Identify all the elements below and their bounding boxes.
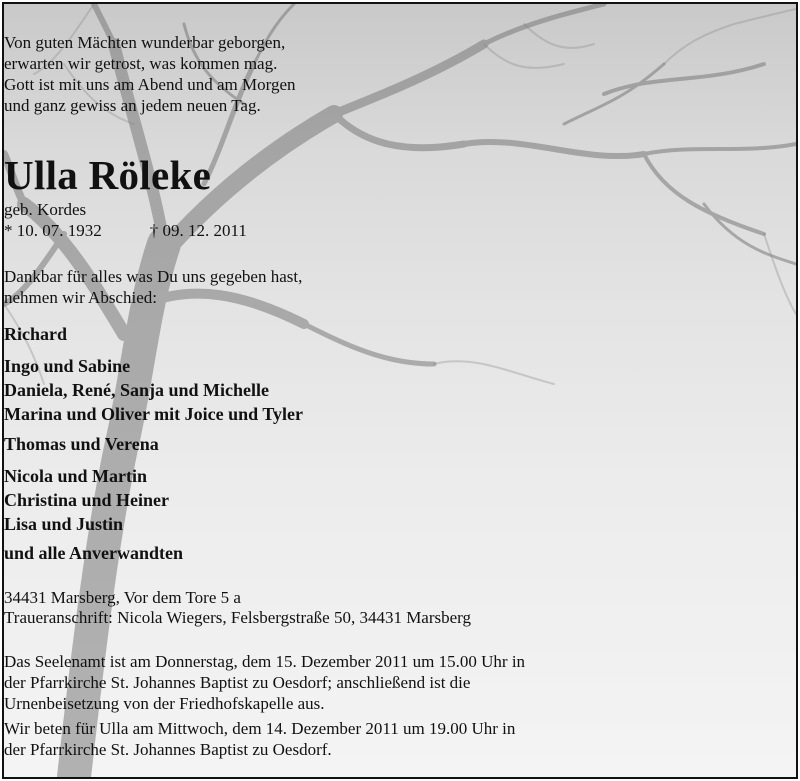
maiden-name: geb. Kordes [4,200,87,219]
family-member: und alle Anverwandten [4,543,184,563]
family-member: Ingo und Sabine [4,356,131,376]
poem-line: erwarten wir getrost, was kommen mag. [4,54,278,73]
family-group-spouse [4,322,796,346]
family-group [4,432,796,456]
prayer-line: Wir beten für Ulla am Mittwoch, dem 14. Dezember 2011 um 19.00 Uhr in [4,719,516,738]
requiem-line: Urnenbeisetzung von der Friedhofskapelle aus. [4,694,325,713]
family-group [4,464,796,536]
family-group [4,354,796,426]
requiem-line: der Pfarrkirche St. Johannes Baptist zu Oesdorf; anschließend ist die [4,673,471,692]
family-member: Marina und Oliver mit Joice und Tyler [4,404,304,424]
prayer-line: der Pfarrkirche St. Johannes Baptist zu Oesdorf. [4,740,332,759]
family-member: Lisa und Justin [4,514,124,534]
poem [4,32,796,116]
poem-line: Gott ist mit uns am Abend und am Morgen [4,75,296,94]
requiem-info [4,651,796,714]
family-member: Nicola und Martin [4,466,148,486]
family-member: Richard [4,324,67,344]
mourning-address-line: Traueranschrift: Nicola Wiegers, Felsbergstraße 50, 34431 Marsberg [4,608,472,627]
address-line: 34431 Marsberg, Vor dem Tore 5 a [4,588,241,607]
requiem-line: Das Seelenamt ist am Donnerstag, dem 15. Dezember 2011 um 15.00 Uhr in [4,652,526,671]
death-date: † 09. 12. 2011 [149,221,247,240]
deceased-name: Ulla Röleke [4,152,212,198]
poem-line: Von guten Mächten wunderbar geborgen, [4,33,286,52]
family-member: Thomas und Verena [4,434,159,454]
family-member: Daniela, René, Sanja und Michelle [4,380,270,400]
thanks-line: nehmen wir Abschied: [4,288,157,307]
family-group-relatives [4,541,796,565]
birth-date: * 10. 07. 1932 [4,221,102,240]
poem-line: und ganz gewiss an jedem neuen Tag. [4,96,261,115]
life-dates [4,221,796,241]
prayer-info [4,718,796,760]
obituary-notice [2,2,798,779]
address-block [4,588,796,628]
family-member: Christina und Heiner [4,490,170,510]
thanks-line: Dankbar für alles was Du uns gegeben hast, [4,267,303,286]
thanks-text [4,266,796,308]
